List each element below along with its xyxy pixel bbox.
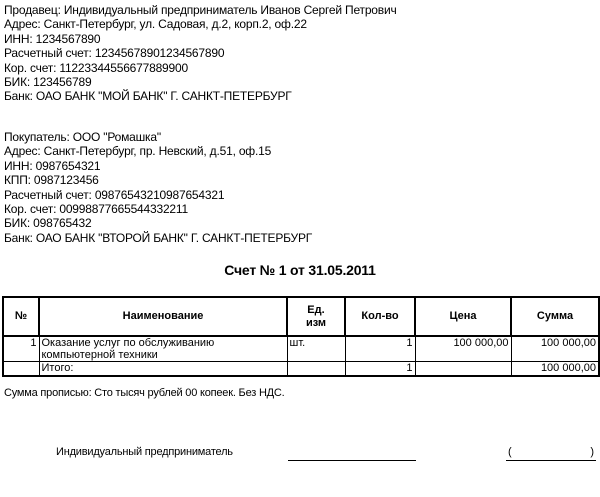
total-row	[3, 362, 599, 377]
signature-name-field	[506, 446, 596, 461]
cell-name-line2: компьютерной техники	[41, 349, 158, 361]
buyer-line: Расчетный счет: 09876543210987654321	[4, 187, 225, 202]
signature-line	[288, 460, 416, 461]
invoice-title: Счет № 1 от 31.05.2011	[224, 262, 376, 278]
buyer-line: Банк: ОАО БАНК "ВТОРОЙ БАНК" Г. САНКТ-ПЕТЕРБУРГ	[4, 230, 313, 245]
header-unit	[287, 297, 345, 336]
sum-in-words: Сумма прописью: Сто тысяч рублей 00 копеек. Без НДС.	[4, 387, 285, 399]
cell-name	[39, 336, 287, 362]
header-num: №	[3, 297, 39, 336]
table-header-row	[3, 297, 599, 336]
seller-line: Кор. счет: 11223344556677889900	[4, 60, 188, 75]
signature-position: Индивидуальный предприниматель	[56, 446, 233, 458]
paren-open: (	[508, 446, 512, 458]
buyer-details	[4, 130, 312, 245]
seller-details	[4, 3, 397, 104]
header-unit-line1: Ед.	[307, 303, 325, 316]
seller-line: Адрес: Санкт-Петербург, ул. Садовая, д.2, корп.2, оф.22	[4, 17, 307, 32]
header-unit-line2: изм	[305, 316, 327, 329]
seller-line: Банк: ОАО БАНК "МОЙ БАНК" Г. САНКТ-ПЕТЕРБУРГ	[4, 89, 292, 104]
cell-qty: 1	[345, 336, 415, 362]
buyer-line: Адрес: Санкт-Петербург, пр. Невский, д.51, оф.15	[4, 144, 272, 159]
paren-close: )	[590, 446, 594, 458]
buyer-line: БИК: 098765432	[4, 216, 92, 231]
buyer-line: Покупатель: ООО "Ромашка"	[4, 130, 161, 144]
seller-line: ИНН: 1234567890	[4, 31, 101, 46]
header-price: Цена	[415, 297, 511, 336]
total-empty-num	[3, 362, 39, 377]
seller-line: БИК: 123456789	[4, 75, 92, 90]
total-sum: 100 000,00	[511, 362, 599, 377]
cell-name-line1: Оказание услуг по обслуживанию	[41, 337, 215, 349]
cell-unit: шт.	[287, 336, 345, 362]
header-sum: Сумма	[511, 297, 599, 336]
items-table	[2, 296, 600, 377]
buyer-line: ИНН: 0987654321	[4, 158, 101, 173]
cell-num: 1	[3, 336, 39, 362]
total-label: Итого:	[39, 362, 287, 377]
buyer-line: Кор. счет: 00998877665544332211	[4, 202, 188, 217]
total-empty-price	[415, 362, 511, 377]
total-empty-unit	[287, 362, 345, 377]
seller-line: Расчетный счет: 12345678901234567890	[4, 46, 225, 61]
cell-sum: 100 000,00	[511, 336, 599, 362]
seller-line: Продавец: Индивидуальный предприниматель Иванов Сергей Петрович	[4, 3, 397, 17]
cell-price: 100 000,00	[415, 336, 511, 362]
header-name: Наименование	[39, 297, 287, 336]
table-row	[3, 336, 599, 362]
total-qty: 1	[345, 362, 415, 377]
buyer-line: КПП: 0987123456	[4, 173, 99, 188]
header-qty: Кол-во	[345, 297, 415, 336]
